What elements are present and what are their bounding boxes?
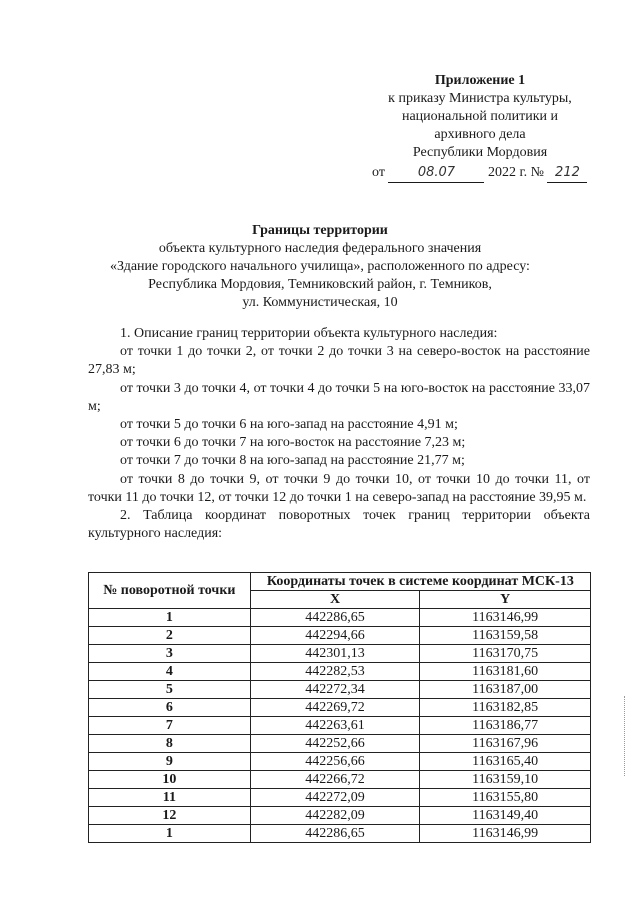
date-prefix: от (372, 165, 385, 180)
paragraph: от точки 6 до точки 7 на юго-восток на расстояние 7,23 м; (120, 435, 466, 451)
y-value: 1163159,10 (420, 771, 591, 789)
header-y: Y (420, 591, 591, 609)
appendix-line: национальной политики и (401, 109, 559, 124)
point-number: 1 (89, 609, 251, 627)
header-x: X (250, 591, 420, 609)
heading-line: ул. Коммунистическая, 10 (242, 295, 398, 310)
coordinates-table (88, 572, 591, 843)
appendix-line: Республики Мордовия (412, 145, 548, 160)
x-value: 442294,66 (250, 627, 420, 645)
table-row (89, 699, 591, 717)
x-value: 442282,09 (250, 807, 420, 825)
y-value: 1163165,40 (420, 753, 591, 771)
point-number: 8 (89, 735, 251, 753)
point-number: 6 (89, 699, 251, 717)
paragraph: от точки 5 до точки 6 на юго-запад на расстояние 4,91 м; (120, 417, 458, 433)
heading-line: «Здание городского начального училища», расположенного по адресу: (110, 259, 530, 274)
appendix-title: Приложение 1 (434, 73, 526, 88)
point-number: 9 (89, 753, 251, 771)
table-row (89, 627, 591, 645)
paragraph: 2. Таблица координат поворотных точек границ территории объекта культурного наследия: (88, 508, 590, 542)
paragraph: от точки 1 до точки 2, от точки 2 до точки 3 на северо-восток на расстояние 27,83 м; (88, 344, 590, 378)
table-row (89, 807, 591, 825)
point-number: 7 (89, 717, 251, 735)
point-number: 10 (89, 771, 251, 789)
year-text: 2022 г. № (487, 165, 544, 180)
paragraph: 1. Описание границ территории объекта культурного наследия: (120, 326, 498, 341)
x-value: 442256,66 (250, 753, 420, 771)
table-row (89, 609, 591, 627)
document-heading (110, 222, 530, 312)
appendix-line: к приказу Министра культуры, (388, 91, 572, 106)
table-row (89, 717, 591, 735)
table-row (89, 753, 591, 771)
y-value: 1163167,96 (420, 735, 591, 753)
table-row (89, 789, 591, 807)
table-row (89, 825, 591, 843)
x-value: 442252,66 (250, 735, 420, 753)
x-value: 442272,34 (250, 681, 420, 699)
y-value: 1163187,00 (420, 681, 591, 699)
y-value: 1163155,80 (420, 789, 591, 807)
y-value: 1163181,60 (420, 663, 591, 681)
header-point-number: № поворотной точки (89, 573, 251, 609)
table-row (89, 681, 591, 699)
x-value: 442272,09 (250, 789, 420, 807)
table-row (89, 735, 591, 753)
handwritten-order-number: 212 (547, 164, 587, 183)
appendix-block (360, 72, 600, 162)
y-value: 1163186,77 (420, 717, 591, 735)
y-value: 1163146,99 (420, 609, 591, 627)
x-value: 442286,65 (250, 825, 420, 843)
point-number: 3 (89, 645, 251, 663)
table-row (89, 771, 591, 789)
point-number: 2 (89, 627, 251, 645)
point-number: 1 (89, 825, 251, 843)
y-value: 1163182,85 (420, 699, 591, 717)
appendix-line: архивного дела (434, 127, 526, 142)
order-date-line (372, 164, 587, 183)
x-value: 442301,13 (250, 645, 420, 663)
x-value: 442266,72 (250, 771, 420, 789)
y-value: 1163149,40 (420, 807, 591, 825)
y-value: 1163159,58 (420, 627, 591, 645)
scan-edge-mark (624, 696, 629, 776)
heading-title: Границы территории (252, 223, 388, 238)
paragraph: от точки 7 до точки 8 на юго-запад на расстояние 21,77 м; (120, 453, 465, 469)
point-number: 4 (89, 663, 251, 681)
header-coordinates: Координаты точек в системе координат МСК-13 (250, 573, 590, 591)
point-number: 5 (89, 681, 251, 699)
handwritten-date: 08.07 (388, 164, 484, 183)
x-value: 442282,53 (250, 663, 420, 681)
heading-line: объекта культурного наследия федерального значения (158, 241, 482, 256)
table-row (89, 663, 591, 681)
document-body (88, 325, 590, 543)
x-value: 442269,72 (250, 699, 420, 717)
x-value: 442286,65 (250, 609, 420, 627)
point-number: 12 (89, 807, 251, 825)
paragraph: от точки 8 до точки 9, от точки 9 до точки 10, от точки 10 до точки 11, от точки 11 до точки 12, от точки 12 до точки 1 на северо-запад на расстояние 39,95 м. (88, 471, 590, 505)
paragraph: от точки 3 до точки 4, от точки 4 до точки 5 на юго-восток на расстояние 33,07 м; (88, 380, 590, 414)
x-value: 442263,61 (250, 717, 420, 735)
heading-line: Республика Мордовия, Темниковский район, г. Темников, (148, 277, 492, 292)
table-row (89, 645, 591, 663)
y-value: 1163146,99 (420, 825, 591, 843)
y-value: 1163170,75 (420, 645, 591, 663)
point-number: 11 (89, 789, 251, 807)
